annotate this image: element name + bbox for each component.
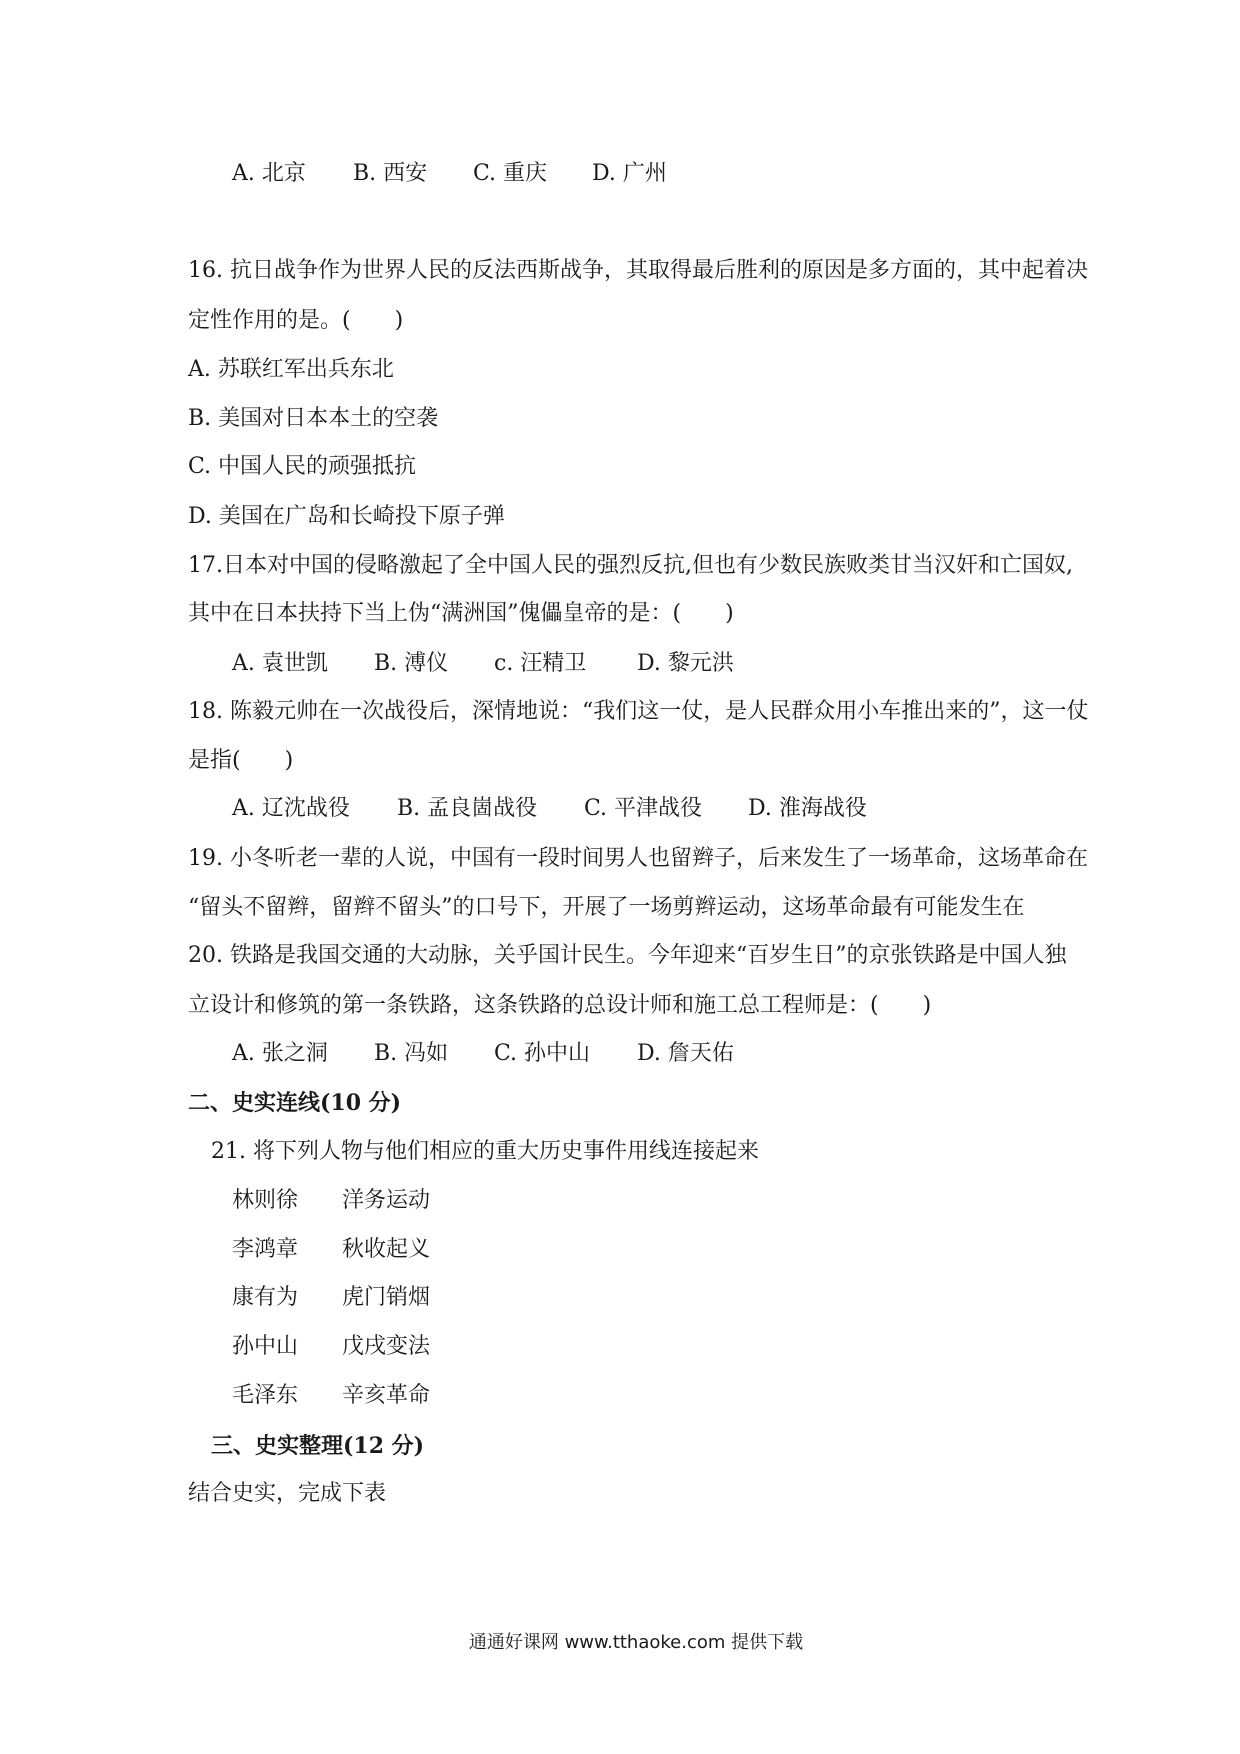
event-item: 戊戌变法 [342,1334,431,1359]
q19-stem-line-2: “留头不留辫，留辫不留头”的口号下，开展了一场剪辫运动，这场革命最有可能发生在 [188,895,1025,920]
q19-stem-line-1: 19. 小冬听老一辈的人说，中国有一段时间男人也留辫子，后来发生了一场革命，这场革命在 [188,846,1088,871]
q17-option-b: B. 溥仪 [374,651,449,676]
event-item: 虎门销烟 [342,1285,431,1310]
section-2-title: 二、史实连线(10 分) [188,1090,402,1116]
q16-option-a: A. 苏联红军出兵东北 [188,357,394,382]
q20-option-d: D. 詹天佑 [637,1041,734,1066]
q16-stem-line-2: 定性作用的是。( ) [188,308,404,333]
q20-option-a: A. 张之洞 [232,1041,328,1066]
q20-option-c: C. 孙中山 [494,1041,591,1066]
q20-option-b: B. 冯如 [374,1041,449,1066]
q17-option-d: D. 黎元洪 [637,651,734,676]
person-item: 林则徐 [232,1188,299,1213]
section-3-instruction: 结合史实，完成下表 [188,1481,387,1506]
q20-stem-line-1: 20. 铁路是我国交通的大动脉，关乎国计民生。今年迎来“百岁生日”的京张铁路是中国人独 [188,943,1067,968]
person-item: 毛泽东 [232,1383,299,1408]
q17-stem-line-2: 其中在日本扶持下当上伪“满洲国”傀儡皇帝的是：( ) [188,601,734,626]
q18-option-a: A. 辽沈战役 [232,796,350,821]
person-item: 李鸿章 [232,1237,299,1262]
q15-option-c: C. 重庆 [473,161,548,186]
q15-option-a: A. 北京 [232,161,306,186]
event-item: 秋收起义 [342,1237,431,1262]
section-3-title: 三、史实整理(12 分) [211,1433,425,1459]
q18-stem-line-2: 是指( ) [188,748,294,773]
q16-option-b: B. 美国对日本本土的空袭 [188,406,439,431]
q17-option-a: A. 袁世凯 [232,651,328,676]
q15-option-d: D. 广州 [592,161,667,186]
q16-option-c: C. 中国人民的顽强抵抗 [188,454,417,479]
q18-option-c: C. 平津战役 [584,796,703,821]
q17-option-c: c. 汪精卫 [494,651,587,676]
q21-stem: 21. 将下列人物与他们相应的重大历史事件用线连接起来 [211,1139,759,1164]
page-footer: 通通好课网 www.tthaoke.com 提供下载 [468,1632,804,1653]
person-item: 孙中山 [232,1334,299,1359]
q15-option-b: B. 西安 [353,161,428,186]
event-item: 洋务运动 [342,1188,431,1213]
q18-option-b: B. 孟良崮战役 [397,796,538,821]
q16-option-d: D. 美国在广岛和长崎投下原子弹 [188,504,505,529]
q18-option-d: D. 淮海战役 [748,796,867,821]
event-item: 辛亥革命 [342,1383,431,1408]
q17-stem-line-1: 17.日本对中国的侵略激起了全中国人民的强烈反抗,但也有少数民族败类甘当汉奸和亡国奴, [188,553,1073,578]
person-item: 康有为 [232,1285,299,1310]
q18-stem-line-1: 18. 陈毅元帅在一次战役后，深情地说：“我们这一仗，是人民群众用小车推出来的”，这一仗 [188,699,1089,724]
q16-stem-line-1: 16. 抗日战争作为世界人民的反法西斯战争，其取得最后胜利的原因是多方面的，其中起着决 [188,258,1088,283]
q20-stem-line-2: 立设计和修筑的第一条铁路，这条铁路的总设计师和施工总工程师是：( ) [188,993,932,1018]
